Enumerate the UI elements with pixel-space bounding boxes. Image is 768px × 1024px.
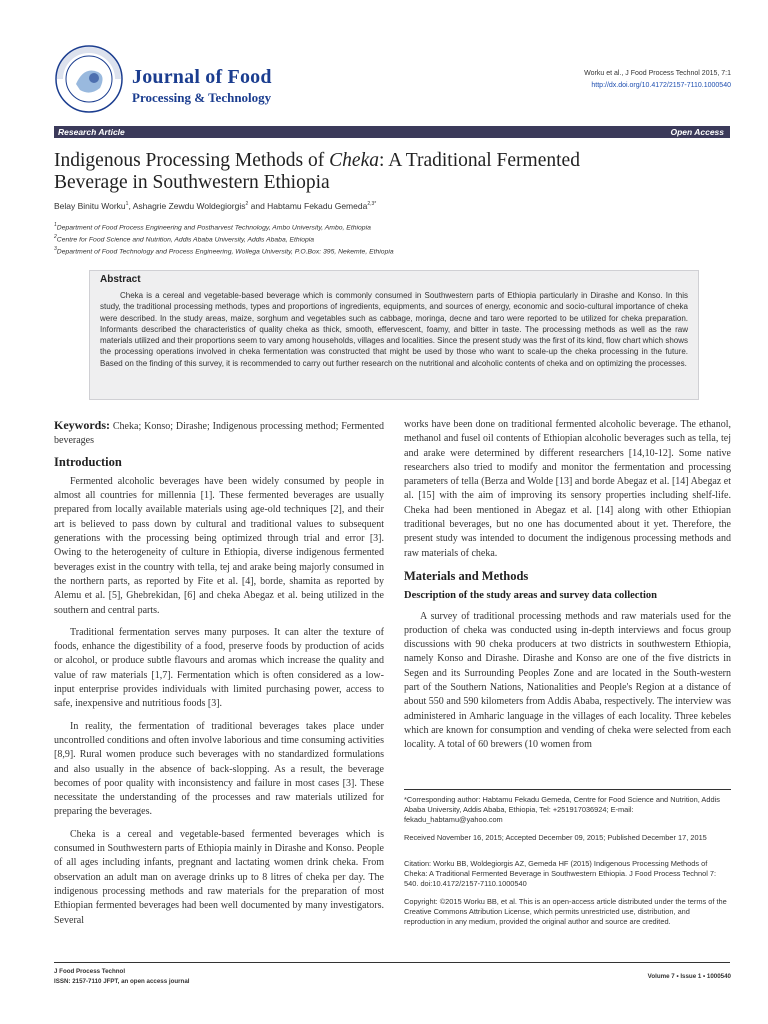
intro-paragraph: Traditional fermentation serves many purposes. It can alter the texture of foods, enhance the digestibility of a food, preserve foods by production of acids or alcohol, or produce subtle flavours and aromas which increase the quality and value of raw materials [1,7]. Fermentation which is often considered as a low-input enterprise provides individuals with limited purchasing power, access to safe, inexpensive and nutritious foods [3]. xyxy=(54,626,384,710)
article-type-band xyxy=(54,126,730,138)
keywords-text: Cheka; Konso; Dirashe; Indigenous processing method; Fermented beverages xyxy=(54,421,385,447)
intro-paragraph: In reality, the fermentation of traditional beverages takes place under uncontrolled conditions and often involve laborious and time consuming activities [8,9]. Rural women produce such beverages with no standardized formulations and also usually in the absence of back-slopping. As a result, the beverage becomes of poor quality with inconsistency and failure in most cases [3]. These necessitate the understanding of the processes and raw materials utilized for preparing the beverages. xyxy=(54,720,384,818)
study-area-subheading: Description of the study areas and survey data collection xyxy=(404,590,657,602)
journal-subtitle: Processing & Technology xyxy=(132,90,272,105)
footer-left xyxy=(54,968,190,985)
citation-note: Citation: Worku BB, Woldegiorgis AZ, Gemeda HF (2015) Indigenous Processing Methods of Cheka: A Traditional Fermented Beverage in Southwestern Ethiopia. J Food Process Technol 7: 540. doi:10.4172/2157-7110.1000540 xyxy=(404,859,717,889)
abstract-text: Cheka is a cereal and vegetable-based beverage which is commonly consumed in Southwestern parts of Ethiopia particularly in Dirashe and Konso. In this study, the traditional processing methods, types and proportions of ingredients, equipments, and sources of energy, economic and socio-cultural importance of cheka were described. In the study areas, maize, sorghum and vegetables such as cabbage, moringa, decne and taro were reported to be utilized for cheka preparation. Informants described the characteristics of quality cheka as thick, smooth, effervescent, foamy, and bitter in taste. The processing methods as well as the raw materials utilized and their proportions seem to vary among households, villages and localities. Since the present study was the first of its kind, flow chart which shows the processing operations involved in cheka fermentation was constructed that might be used by those who want to scale-up the cheka processing in the future. Based on the finding of this survey, it is recommended to carry out further research on the nutritional and alcoholic contents of cheka and on optimizing the processes. xyxy=(100,291,688,368)
journal-logo xyxy=(54,44,124,114)
open-access-label: Open Access xyxy=(670,127,724,137)
intro-paragraph: Cheka is a cereal and vegetable-based fermented beverages which is consumed in Southwestern parts of Ethiopia mainly in Dirashe and Konso. People of all ages including infants, pregnant and lactating women drink cheka. From observation an adult man on average drinks up to 8 litres of cheka per day. The indigenous processing methods and raw materials for the preparation of most Ethiopian fermented beverages had been well documented by many investigators. Several xyxy=(54,828,384,926)
article-dates: Received November 16, 2015; Accepted December 09, 2015; Published December 17, 2015 xyxy=(404,833,707,842)
article-title: Indigenous Processing Methods of Cheka: A Traditional Fermented Beverage in Southwestern Ethiopia xyxy=(54,150,580,193)
footer-journal: J Food Process Technol xyxy=(54,968,126,975)
abstract-heading: Abstract xyxy=(100,274,141,285)
left-column xyxy=(54,418,384,928)
article-type: Research Article xyxy=(58,127,125,137)
methods-heading: Materials and Methods xyxy=(404,568,529,583)
header-citation: Worku et al., J Food Process Technol 2015, 7:1 xyxy=(584,70,731,77)
intro-continuation: works have been done on traditional fermented alcoholic beverage. The ethanol, methanol and fusel oil contents of Ethiopian alcoholic beverages such as tella, tej and arake were determined by different researchers [14,10-12]. Some native researchers also tried to modify and monitor the fermentation and processing parameters of tella (Berza and Wolde [13] and borde Abegaz et al. [14] Abegaz et al. [15] with the aim of improving its sensory properties including shelf-life. Cheka had been mentioned in Abegaz et al. [14] along with other Ethiopian traditional beverages, but no one has documented about it yet. Therefore, the present study was intended to document the indigenous processing methods and raw materials of cheka. xyxy=(404,419,731,559)
affiliation-2: $^2$Centre for Food Science and Nutrition, Addis Ababa University, Addis Ababa, Ethiopia xyxy=(54,234,315,244)
journal-title: Journal of Food xyxy=(132,66,272,88)
intro-paragraph: Fermented alcoholic beverages have been widely consumed by people in almost all countries for millennia [1]. These fermented beverages are usually prepared from locally available materials using age-old techniques [2], and their art is believed to pass down by cultural and traditional values to subsequent generations with the processing being optimized through trial and error [3]. Owing to the heterogeneity of culture in Ethiopia, diverse indigenous fermented beverages exist in the country with tella, tej and arake being majorly consumed in the northern parts, as reported by Fite et al. [4], borde, shamita as reported by Alemu et al. [5], Ghebrekidan, [6] and cheka Abegaz et al. being utilized in the southern and central parts. xyxy=(54,475,384,616)
footer-divider xyxy=(54,962,730,963)
author-list: Belay Binitu Worku$^1$, Ashagrie Zewdu Woldegiorgis$^2$ and Habtamu Fekadu Gemeda$^{2,3*}$ xyxy=(54,201,377,211)
right-column xyxy=(404,418,731,753)
introduction-heading: Introduction xyxy=(54,454,122,469)
keywords xyxy=(54,418,384,449)
footer-issn: ISSN: 2157-7110 JFPT, an open access journal xyxy=(54,978,190,985)
corresponding-author xyxy=(404,795,731,826)
methods-paragraph: A survey of traditional processing methods and raw materials used for the production of cheka was conducted using in-depth interviews and focus group discussions with 90 cheka producers at two districts in southwestern Ethiopia, namely Konso and Dirashe. Dirashe and Konso are one of the five districts in Segen and its Surrounding Peoples Zone and are located in the South-western part of the Southern Nations, Nationalities and People's Region at a distance of about 550 and 590 kilometers from Addis Ababa, respectively. The interview was administered in Amharic language in the villages of each locality. Three kebeles which are known for consumption and vending of cheka were selected from each locality. A total of 60 brewers (10 women from xyxy=(404,610,731,751)
corresponding-text: *Corresponding author: Habtamu Fekadu Gemeda, Centre for Food Science and Nutrition, Addis Ababa University, Addis Ababa, Ethiopia, Tel: +251917036924; E-mail: fekadu_habtamu@yahoo.com xyxy=(404,795,720,825)
copyright-note: Copyright: ©2015 Worku BB, et al. This is an open-access article distributed under the terms of the Creative Commons Attribution License, which permits unrestricted use, distribution, and reproduction in any medium, provided the original author and source are credited. xyxy=(404,897,727,927)
keywords-label: Keywords: xyxy=(54,418,110,432)
affiliation-1: $^1$Department of Food Process Engineering and Postharvest Technology, Ambo University, Ambo, Ethiopia xyxy=(54,222,371,232)
footnote-divider xyxy=(404,789,731,790)
affiliation-3: $^3$Department of Food Technology and Process Engineering, Wollega University, P.O.Box: 395, Nekemte, Ethiopia xyxy=(54,246,394,256)
header-doi-link[interactable]: http://dx.doi.org/10.4172/2157-7110.1000540 xyxy=(591,82,731,89)
footer-volume: Volume 7 • Issue 1 • 1000540 xyxy=(647,973,731,980)
